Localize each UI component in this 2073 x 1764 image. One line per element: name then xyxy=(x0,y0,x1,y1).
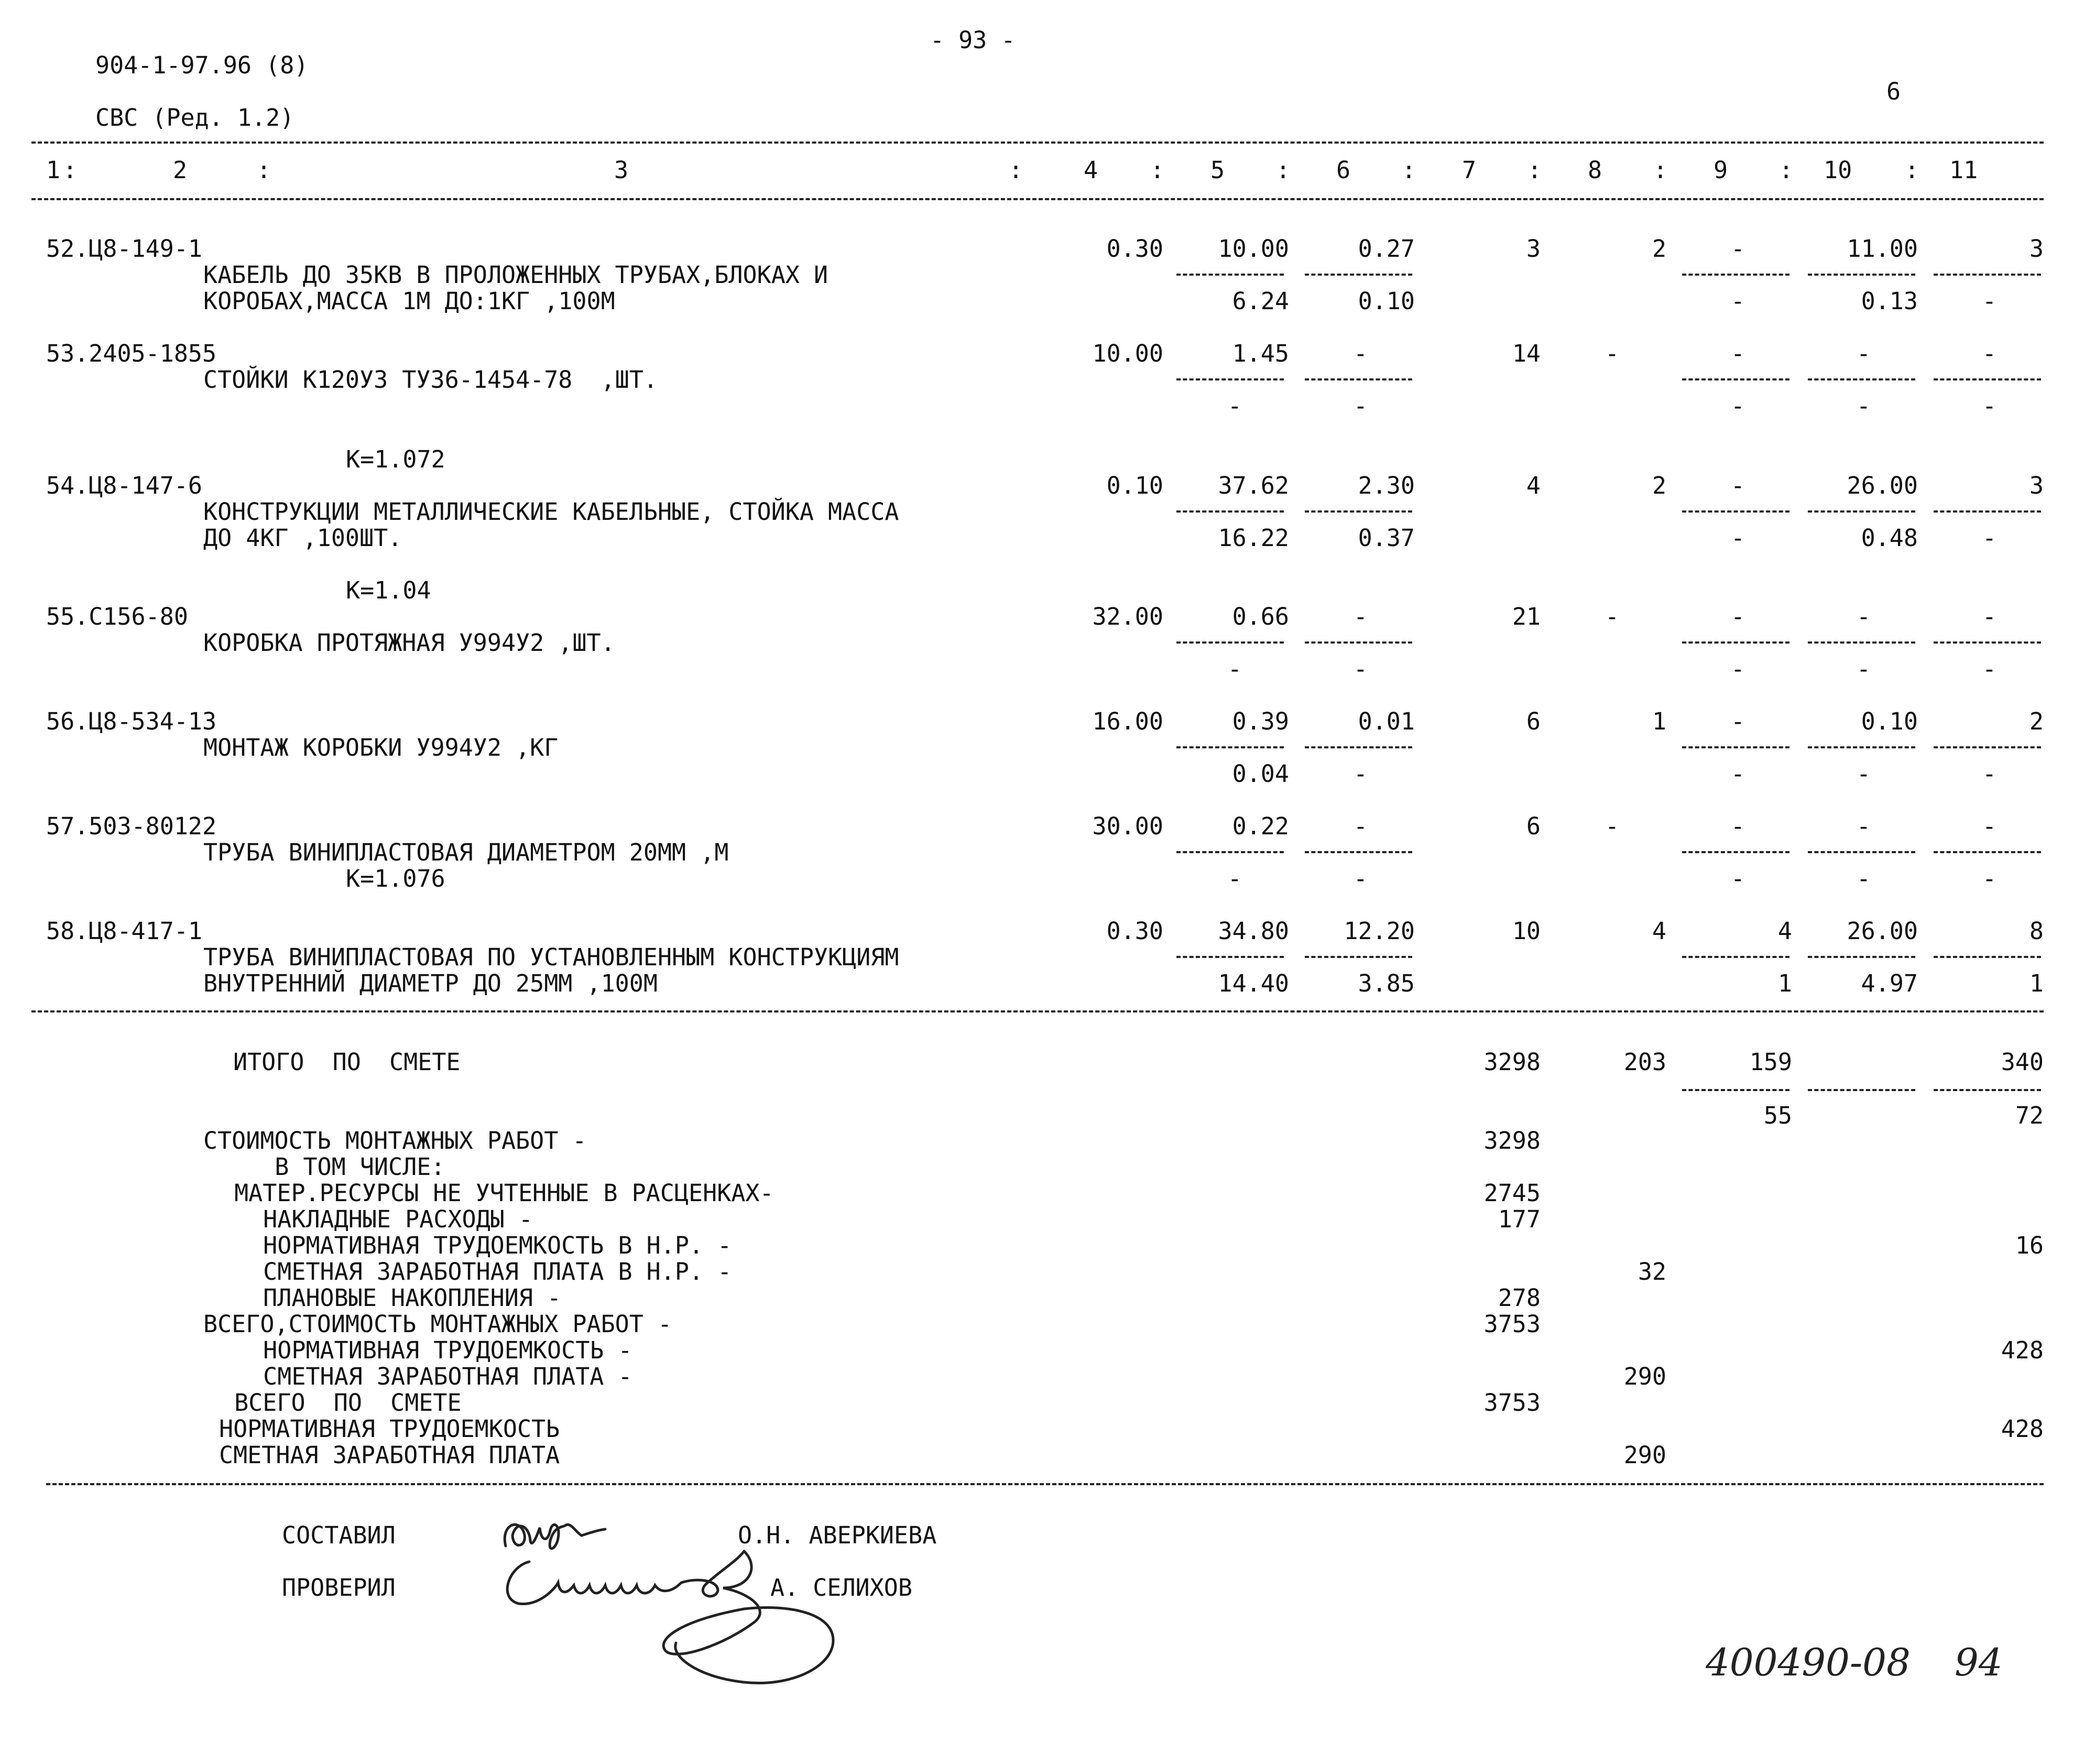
column-header-3: 3 xyxy=(614,156,629,184)
cell-c4: 16.00 xyxy=(1092,707,1163,735)
cell-divider xyxy=(1934,641,2041,644)
summary-label: МАТЕР.РЕСУРСЫ НЕ УЧТЕННЫЕ В РАСЦЕНКАХ- xyxy=(220,1179,774,1207)
composed-name: О.Н. АВЕРКИЕВА xyxy=(738,1521,937,1549)
cell-c7: 4 xyxy=(1526,472,1541,499)
cell-divider xyxy=(1682,378,1790,380)
summary-c7: 3753 xyxy=(1483,1310,1541,1338)
cell-divider xyxy=(1305,746,1412,748)
column-header-9: 9 xyxy=(1714,156,1728,184)
totals-l9: 55 xyxy=(1763,1102,1792,1129)
cell-divider xyxy=(1682,1089,1790,1091)
summary-label: ВСЕГО ПО СМЕТЕ xyxy=(220,1389,462,1417)
summary-label: ПЛАНОВЫЕ НАКОПЛЕНИЯ - xyxy=(235,1284,562,1312)
cell-c4: 0.30 xyxy=(1106,917,1163,945)
cell-l9: - xyxy=(1730,760,1745,788)
cell-c8: 1 xyxy=(1652,707,1666,735)
cell-c8: - xyxy=(1605,340,1619,367)
cell-c5: 1.45 xyxy=(1232,340,1289,367)
cell-divider xyxy=(1808,746,1915,748)
summary-c7: 2745 xyxy=(1483,1179,1541,1207)
cell-divider xyxy=(1305,956,1412,958)
cell-c5: 10.00 xyxy=(1218,235,1289,263)
row-description: МОНТАЖ КОРОБКИ У994У2 ,КГ xyxy=(203,734,559,761)
summary-c7: 3298 xyxy=(1483,1127,1541,1155)
summary-c11: 428 xyxy=(2001,1415,2044,1443)
cell-c5: 0.66 xyxy=(1232,603,1289,630)
cell-divider xyxy=(1176,378,1284,380)
column-header-11: 11 xyxy=(1949,156,1978,184)
column-header-1: 1 xyxy=(46,156,61,184)
cell-c9: - xyxy=(1730,340,1745,367)
column-header-4: 4 xyxy=(1084,156,1098,184)
cell-divider xyxy=(1682,851,1790,853)
cell-l5: - xyxy=(1227,392,1242,420)
page-number: - 93 - xyxy=(930,26,1016,54)
cell-c5: 37.62 xyxy=(1218,472,1289,499)
cell-c6: - xyxy=(1353,603,1368,630)
cell-l6: - xyxy=(1353,760,1368,788)
totals-c7: 3298 xyxy=(1483,1048,1541,1076)
coefficient-label: K=1.076 xyxy=(346,865,445,892)
cell-c9: - xyxy=(1730,472,1745,499)
cell-divider xyxy=(1176,510,1284,513)
checked-name: А. СЕЛИХОВ xyxy=(770,1574,912,1602)
summary-c8: 290 xyxy=(1623,1441,1666,1469)
cell-l5: - xyxy=(1227,865,1242,892)
cell-divider xyxy=(1934,956,2041,958)
column-header-6: 6 xyxy=(1336,156,1351,184)
cell-c6: 2.30 xyxy=(1358,472,1415,499)
cell-divider xyxy=(1934,274,2041,276)
summary-rule-bottom xyxy=(46,1483,2044,1485)
cell-c4: 0.10 xyxy=(1106,472,1163,499)
cell-divider xyxy=(1682,956,1790,958)
cell-c4: 0.30 xyxy=(1106,235,1163,263)
row-code: 52.Ц8-149-1 xyxy=(46,235,203,263)
row-description: КАБЕЛЬ ДО 35КВ В ПРОЛОЖЕННЫХ ТРУБАХ,БЛОКАХ И xyxy=(203,261,828,289)
cell-c9: - xyxy=(1730,235,1745,263)
cell-c6: 0.01 xyxy=(1358,707,1415,735)
cell-divider xyxy=(1176,851,1284,853)
coefficient-label: K=1.04 xyxy=(346,576,431,604)
cell-divider xyxy=(1934,851,2041,853)
cell-c6: 0.27 xyxy=(1358,235,1415,263)
cell-l5: 6.24 xyxy=(1232,287,1289,315)
cell-l11: - xyxy=(1982,865,1996,892)
row-description: ТРУБА ВИНИПЛАСТОВАЯ ПО УСТАНОВЛЕННЫМ КОНСТРУКЦИЯМ xyxy=(203,943,899,971)
cell-c11: 3 xyxy=(2029,472,2044,499)
cell-c10: - xyxy=(1856,340,1871,367)
cell-c5: 0.22 xyxy=(1232,812,1289,840)
cell-c9: 4 xyxy=(1777,917,1792,945)
cell-c5: 34.80 xyxy=(1218,917,1289,945)
summary-label: НОРМАТИВНАЯ ТРУДОЕМКОСТЬ В Н.Р. - xyxy=(235,1232,732,1259)
cell-divider xyxy=(1808,510,1915,513)
page-number-handwritten: 94 xyxy=(1955,1640,2003,1684)
row-description: КОРОБКА ПРОТЯЖНАЯ У994У2 ,ШТ. xyxy=(203,629,615,657)
summary-c7: 3753 xyxy=(1483,1389,1541,1417)
cell-divider xyxy=(1176,746,1284,748)
cell-divider xyxy=(1305,274,1412,276)
cell-l10: - xyxy=(1856,392,1871,420)
cell-l10: 0.13 xyxy=(1861,287,1918,315)
column-separator: : xyxy=(63,156,78,184)
coefficient-label: K=1.072 xyxy=(346,445,445,473)
cell-divider xyxy=(1934,1089,2041,1091)
cell-l6: - xyxy=(1353,655,1368,683)
cell-l5: 14.40 xyxy=(1218,970,1289,997)
cell-c9: - xyxy=(1730,707,1745,735)
column-separator: : xyxy=(1009,156,1023,184)
document-code: 904-1-97.96 (8) xyxy=(95,51,309,79)
summary-label: НАКЛАДНЫЕ РАСХОДЫ - xyxy=(235,1205,533,1233)
row-code: 56.Ц8-534-13 xyxy=(46,707,217,735)
cell-divider xyxy=(1305,851,1412,853)
cell-l11: - xyxy=(1982,760,1996,788)
cell-divider xyxy=(1808,1089,1915,1091)
cell-l11: - xyxy=(1982,287,1996,315)
column-header-2: 2 xyxy=(173,156,188,184)
cell-divider xyxy=(1808,378,1915,380)
row-code: 53.2405-1855 xyxy=(46,340,217,367)
row-description: СТОЙКИ К120УЗ ТУ36-1454-78 ,ШТ. xyxy=(203,366,658,394)
cell-c8: - xyxy=(1605,603,1619,630)
cell-divider xyxy=(1305,378,1412,380)
header-rule-bottom xyxy=(31,198,2044,200)
totals-c8: 203 xyxy=(1623,1048,1666,1076)
column-separator: : xyxy=(1905,156,1919,184)
cell-c7: 6 xyxy=(1526,812,1541,840)
cell-c5: 0.39 xyxy=(1232,707,1289,735)
cell-l11: - xyxy=(1982,655,1996,683)
cell-divider xyxy=(1808,851,1915,853)
cell-divider xyxy=(1305,510,1412,513)
cell-c9: - xyxy=(1730,812,1745,840)
cell-c7: 3 xyxy=(1526,235,1541,263)
cell-c6: 12.20 xyxy=(1344,917,1415,945)
cell-c6: - xyxy=(1353,340,1368,367)
cell-l10: 4.97 xyxy=(1861,970,1918,997)
cell-c6: - xyxy=(1353,812,1368,840)
cell-c7: 14 xyxy=(1512,340,1541,367)
cell-c11: - xyxy=(1982,812,1996,840)
cell-c10: - xyxy=(1856,603,1871,630)
cell-c7: 6 xyxy=(1526,707,1541,735)
cell-divider xyxy=(1808,274,1915,276)
cell-divider xyxy=(1934,378,2041,380)
cell-divider xyxy=(1934,746,2041,748)
cell-c8: - xyxy=(1605,812,1619,840)
cell-l6: 3.85 xyxy=(1358,970,1415,997)
cell-l5: 16.22 xyxy=(1218,524,1289,552)
row-code: 55.С156-80 xyxy=(46,603,188,630)
cell-c8: 2 xyxy=(1652,235,1666,263)
cell-divider xyxy=(1176,641,1284,644)
cell-divider xyxy=(1176,956,1284,958)
checked-label: ПРОВЕРИЛ xyxy=(282,1574,396,1602)
summary-label: ВСЕГО,СТОИМОСТЬ МОНТАЖНЫХ РАБОТ - xyxy=(203,1310,672,1338)
row-description: КОРОБАХ,МАССА 1М ДО:1КГ ,100М xyxy=(203,287,615,315)
cell-c10: 26.00 xyxy=(1847,917,1918,945)
cell-l9: - xyxy=(1730,524,1745,552)
cell-l6: 0.10 xyxy=(1358,287,1415,315)
summary-label: В ТОМ ЧИСЛЕ: xyxy=(232,1153,445,1181)
column-separator: : xyxy=(1402,156,1416,184)
row-code: 57.503-80122 xyxy=(46,812,217,840)
cell-l6: - xyxy=(1353,392,1368,420)
column-header-7: 7 xyxy=(1462,156,1477,184)
cell-c4: 10.00 xyxy=(1092,340,1163,367)
cell-c7: 21 xyxy=(1512,603,1541,630)
cell-l9: 1 xyxy=(1777,970,1792,997)
column-separator: : xyxy=(1779,156,1794,184)
cell-l11: 1 xyxy=(2029,970,2044,997)
summary-label: НОРМАТИВНАЯ ТРУДОЕМКОСТЬ xyxy=(219,1415,560,1443)
cell-c9: - xyxy=(1730,603,1745,630)
cell-l9: - xyxy=(1730,865,1745,892)
cell-l10: - xyxy=(1856,655,1871,683)
column-separator: : xyxy=(1276,156,1291,184)
cell-c11: - xyxy=(1982,603,1996,630)
signature-selikhov xyxy=(498,1530,844,1687)
column-separator: : xyxy=(257,156,271,184)
cell-l9: - xyxy=(1730,392,1745,420)
cell-c7: 10 xyxy=(1512,917,1541,945)
cell-c4: 32.00 xyxy=(1092,603,1163,630)
summary-label: СТОИМОСТЬ МОНТАЖНЫХ РАБОТ - xyxy=(203,1127,587,1155)
summary-c8: 32 xyxy=(1638,1258,1666,1286)
cell-l10: - xyxy=(1856,760,1871,788)
cell-c8: 2 xyxy=(1652,472,1666,499)
summary-c11: 16 xyxy=(2015,1232,2044,1259)
column-header-5: 5 xyxy=(1210,156,1225,184)
cell-divider xyxy=(1682,746,1790,748)
cell-divider xyxy=(1682,274,1790,276)
column-separator: : xyxy=(1150,156,1165,184)
column-header-8: 8 xyxy=(1588,156,1602,184)
cell-c8: 4 xyxy=(1652,917,1666,945)
row-description: КОНСТРУКЦИИ МЕТАЛЛИЧЕСКИЕ КАБЕЛЬНЫЕ, СТОЙКА МАССА xyxy=(203,498,899,526)
totals-l11: 72 xyxy=(2015,1102,2044,1129)
summary-label: СМЕТНАЯ ЗАРАБОТНАЯ ПЛАТА - xyxy=(235,1363,632,1390)
summary-c11: 428 xyxy=(2001,1336,2044,1364)
cell-l10: 0.48 xyxy=(1861,524,1918,552)
cell-c11: 8 xyxy=(2029,917,2044,945)
cell-c10: 11.00 xyxy=(1847,235,1918,263)
cell-c10: - xyxy=(1856,812,1871,840)
row-description: ВНУТРЕННИЙ ДИАМЕТР ДО 25ММ ,100М xyxy=(203,970,658,997)
cell-l11: - xyxy=(1982,524,1996,552)
column-header-10: 10 xyxy=(1824,156,1852,184)
cell-divider xyxy=(1934,510,2041,513)
summary-c7: 177 xyxy=(1498,1205,1541,1233)
summary-label: НОРМАТИВНАЯ ТРУДОЕМКОСТЬ - xyxy=(235,1336,632,1364)
sheet-number: 6 xyxy=(1886,78,1901,105)
row-description: ДО 4КГ ,100ШТ. xyxy=(203,524,402,552)
cell-divider xyxy=(1808,641,1915,644)
summary-c8: 290 xyxy=(1623,1363,1666,1390)
table-rule-bottom xyxy=(31,1010,2044,1012)
cell-divider xyxy=(1305,641,1412,644)
cell-c10: 26.00 xyxy=(1847,472,1918,499)
summary-label: СМЕТНАЯ ЗАРАБОТНАЯ ПЛАТА В Н.Р. - xyxy=(235,1258,732,1286)
cell-l6: 0.37 xyxy=(1358,524,1415,552)
cell-l5: - xyxy=(1227,655,1242,683)
totals-label: ИТОГО ПО СМЕТЕ xyxy=(233,1048,461,1076)
column-separator: : xyxy=(1528,156,1542,184)
cell-l9: - xyxy=(1730,655,1745,683)
cell-l6: - xyxy=(1353,865,1368,892)
summary-label: СМЕТНАЯ ЗАРАБОТНАЯ ПЛАТА xyxy=(219,1441,560,1469)
cell-c4: 30.00 xyxy=(1092,812,1163,840)
composed-label: СОСТАВИЛ xyxy=(282,1521,396,1549)
cell-divider xyxy=(1176,274,1284,276)
cell-divider xyxy=(1682,510,1790,513)
cell-c11: 3 xyxy=(2029,235,2044,263)
system-version: СВС (Ред. 1.2) xyxy=(95,104,294,132)
archive-code-handwritten: 400490-08 xyxy=(1706,1640,1911,1684)
cell-l10: - xyxy=(1856,865,1871,892)
header-rule-top xyxy=(31,141,2044,144)
cell-l5: 0.04 xyxy=(1232,760,1289,788)
totals-c9: 159 xyxy=(1749,1048,1792,1076)
cell-l9: - xyxy=(1730,287,1745,315)
column-separator: : xyxy=(1653,156,1668,184)
row-description: ТРУБА ВИНИПЛАСТОВАЯ ДИАМЕТРОМ 20ММ ,М xyxy=(203,839,729,866)
summary-c7: 278 xyxy=(1498,1284,1541,1312)
cell-l11: - xyxy=(1982,392,1996,420)
cell-c10: 0.10 xyxy=(1861,707,1918,735)
cell-divider xyxy=(1682,641,1790,644)
cell-c11: 2 xyxy=(2029,707,2044,735)
row-code: 54.Ц8-147-6 xyxy=(46,472,203,499)
row-code: 58.Ц8-417-1 xyxy=(46,917,203,945)
cell-c11: - xyxy=(1982,340,1996,367)
totals-c11: 340 xyxy=(2001,1048,2044,1076)
cell-divider xyxy=(1808,956,1915,958)
